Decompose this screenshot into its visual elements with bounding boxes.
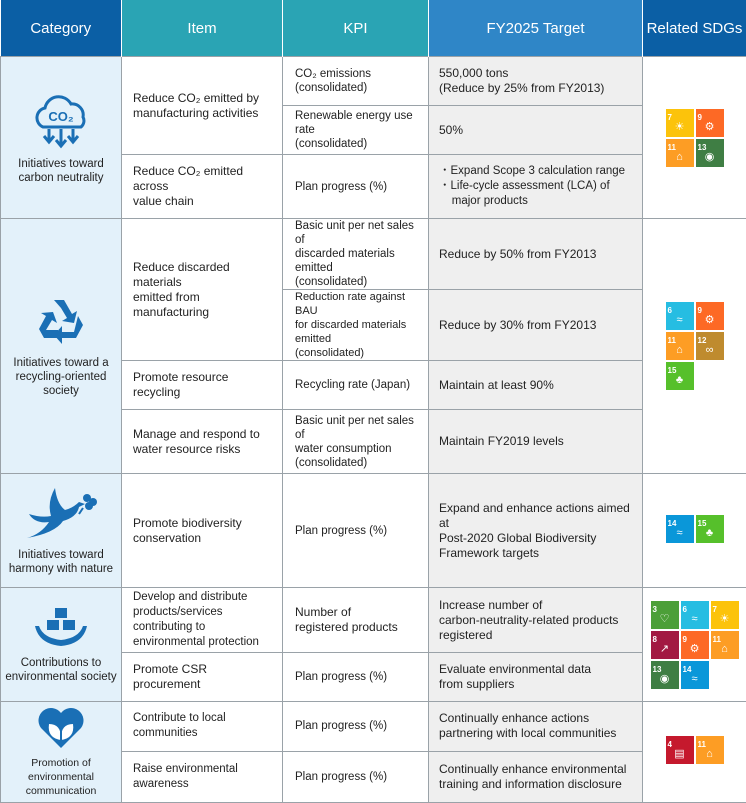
kpi-cell: Plan progress (%) — [283, 702, 429, 752]
sdg-number: 15 — [668, 363, 677, 378]
sdg-glyph: ☀ — [666, 120, 694, 135]
sdg-glyph: ⚙ — [681, 642, 709, 657]
sdg-glyph: ⌂ — [666, 150, 694, 165]
sdg-9-icon — [681, 631, 709, 659]
sdg-9-icon — [696, 109, 724, 137]
table-row — [1, 588, 746, 653]
sdg-glyph: ♣ — [696, 526, 724, 541]
sdg-15-icon — [696, 515, 724, 543]
sdg-glyph: ☀ — [711, 612, 739, 627]
category-label: Contributions to environmental society — [5, 656, 116, 684]
target-cell: Reduce by 30% from FY2013 — [429, 290, 643, 361]
kpi-cell: Basic unit per net sales of discarded materials emitted (consolidated) — [283, 219, 429, 290]
target-cell: Reduce by 50% from FY2013 — [429, 219, 643, 290]
header-item: Item — [122, 0, 283, 57]
table-row — [1, 702, 746, 752]
target-cell: 550,000 tons (Reduce by 25% from FY2013) — [429, 57, 643, 106]
sdg-number: 6 — [683, 602, 687, 617]
category-cell — [1, 219, 122, 474]
sdg-glyph: ∞ — [696, 343, 724, 358]
category-label: Initiatives toward harmony with nature — [9, 548, 113, 576]
sdg-13-icon — [696, 139, 724, 167]
kpi-cell: Recycling rate (Japan) — [283, 361, 429, 410]
co2-cloud-icon — [29, 91, 93, 151]
sdg-glyph: ⌂ — [696, 747, 724, 762]
table-row — [1, 219, 746, 290]
kpi-cell: Plan progress (%) — [283, 751, 429, 802]
sdg-3-icon — [651, 601, 679, 629]
sdg-number: 4 — [668, 737, 672, 752]
target-cell: Increase number of carbon-neutrality-related products registered — [429, 588, 643, 653]
sdg-grid — [666, 302, 724, 390]
sdg-glyph: ≈ — [666, 526, 694, 541]
kpi-cell: Plan progress (%) — [283, 653, 429, 702]
sdg-number: 13 — [653, 662, 662, 677]
header-row — [1, 0, 746, 57]
category-cell — [1, 57, 122, 219]
sdg-4-icon — [666, 736, 694, 764]
sdg-cell — [643, 474, 746, 588]
heart-leaf-icon — [35, 706, 87, 750]
sdg-11-icon — [696, 736, 724, 764]
sdg-grid — [666, 515, 724, 543]
target-cell: Maintain FY2019 levels — [429, 410, 643, 474]
kpi-cell: Reduction rate against BAU for discarded materials emitted (consolidated) — [283, 290, 429, 361]
sdg-7-icon — [666, 109, 694, 137]
sdg-glyph: ♣ — [666, 373, 694, 388]
category-cell — [1, 702, 122, 803]
sdg-glyph: ♡ — [651, 612, 679, 627]
sdg-number: 14 — [668, 516, 677, 531]
header-category: Category — [1, 0, 122, 57]
target-cell: Expand and enhance actions aimed at Post-2020 Global Biodiversity Framework targets — [429, 474, 643, 588]
sdg-number: 13 — [698, 140, 707, 155]
sdg-grid — [651, 601, 739, 689]
sdg-glyph: ⌂ — [711, 642, 739, 657]
sdg-glyph: ≈ — [681, 612, 709, 627]
header-target: FY2025 Target — [429, 0, 643, 57]
item-cell: Promote resource recycling — [122, 361, 283, 410]
sdg-number: 8 — [653, 632, 657, 647]
sdg-glyph: ▤ — [666, 747, 694, 762]
sdg-number: 7 — [668, 110, 672, 125]
sdg-glyph: ↗ — [651, 642, 679, 657]
item-cell: Promote CSR procurement — [122, 653, 283, 702]
sdg-glyph: ≈ — [681, 672, 709, 687]
kpi-cell: Basic unit per net sales of water consumption (consolidated) — [283, 410, 429, 474]
sdg-6-icon — [666, 302, 694, 330]
table-row — [1, 57, 746, 106]
kpi-cell: Number of registered products — [283, 588, 429, 653]
sdg-grid — [666, 109, 724, 167]
kpi-cell: CO₂ emissions (consolidated) — [283, 57, 429, 106]
sdg-14-icon — [666, 515, 694, 543]
target-cell: Evaluate environmental data from suppliers — [429, 653, 643, 702]
sdg-number: 11 — [698, 737, 706, 752]
sdg-9-icon — [696, 302, 724, 330]
sdg-grid — [666, 736, 724, 764]
item-cell: Promote biodiversity conservation — [122, 474, 283, 588]
sdg-7-icon — [711, 601, 739, 629]
item-cell: Contribute to local communities — [122, 702, 283, 752]
sdg-glyph: ⌂ — [666, 343, 694, 358]
item-cell: Reduce CO₂ emitted across value chain — [122, 155, 283, 219]
target-cell: Continually enhance environmental training and information disclosure — [429, 751, 643, 802]
item-cell: Raise environmental awareness — [122, 751, 283, 802]
category-label: Initiatives toward a recycling-oriented society — [3, 356, 119, 398]
sdg-cell — [643, 57, 746, 219]
category-label: Initiatives toward carbon neutrality — [18, 157, 104, 185]
kpi-cell: Renewable energy use rate (consolidated) — [283, 106, 429, 155]
sdg-glyph: ◉ — [651, 672, 679, 687]
table-row — [1, 474, 746, 588]
header-sdgs: Related SDGs — [643, 0, 746, 57]
bird-icon — [23, 486, 99, 542]
cubes-hands-icon — [31, 606, 91, 650]
sdg-glyph: ≈ — [666, 313, 694, 328]
target-cell: Maintain at least 90% — [429, 361, 643, 410]
sdg-cell — [643, 219, 746, 474]
item-cell: Reduce discarded materials emitted from manufacturing — [122, 219, 283, 361]
sdg-number: 6 — [668, 303, 672, 318]
target-cell: ・Expand Scope 3 calculation range ・Life-cycle assessment (LCA) of major products — [429, 155, 643, 219]
sdg-glyph: ⚙ — [696, 120, 724, 135]
kpi-cell: Plan progress (%) — [283, 155, 429, 219]
sdg-cell — [643, 588, 746, 702]
target-cell: Continually enhance actions partnering with local communities — [429, 702, 643, 752]
sdg-glyph: ⚙ — [696, 313, 724, 328]
sdg-number: 11 — [668, 333, 676, 348]
target-cell: 50% — [429, 106, 643, 155]
sdg-number: 7 — [713, 602, 717, 617]
item-cell: Develop and distribute products/services contributing to environmental protection — [122, 588, 283, 653]
sdg-number: 11 — [668, 140, 676, 155]
sdg-14-icon — [681, 661, 709, 689]
category-label: Promotion of environmental communication — [3, 756, 119, 798]
sdg-11-icon — [711, 631, 739, 659]
sdg-number: 14 — [683, 662, 692, 677]
header-kpi: KPI — [283, 0, 429, 57]
sdg-8-icon — [651, 631, 679, 659]
sdg-cell — [643, 702, 746, 803]
sdg-number: 9 — [683, 632, 687, 647]
sdg-11-icon — [666, 332, 694, 360]
sdg-13-icon — [651, 661, 679, 689]
category-cell — [1, 588, 122, 702]
sdg-glyph: ◉ — [696, 150, 724, 165]
item-cell: Manage and respond to water resource risks — [122, 410, 283, 474]
sdg-number: 15 — [698, 516, 707, 531]
recycle-icon — [30, 294, 92, 350]
sdg-number: 9 — [698, 110, 702, 125]
item-cell: Reduce CO₂ emitted by manufacturing activities — [122, 57, 283, 155]
co2-text: CO₂ — [48, 109, 74, 124]
sdg-number: 9 — [698, 303, 702, 318]
sdg-15-icon — [666, 362, 694, 390]
kpi-cell: Plan progress (%) — [283, 474, 429, 588]
sdg-11-icon — [666, 139, 694, 167]
sdg-number: 3 — [653, 602, 657, 617]
sdg-12-icon — [696, 332, 724, 360]
category-cell — [1, 474, 122, 588]
sdg-number: 11 — [713, 632, 721, 647]
sdg-number: 12 — [698, 333, 707, 348]
sdg-6-icon — [681, 601, 709, 629]
